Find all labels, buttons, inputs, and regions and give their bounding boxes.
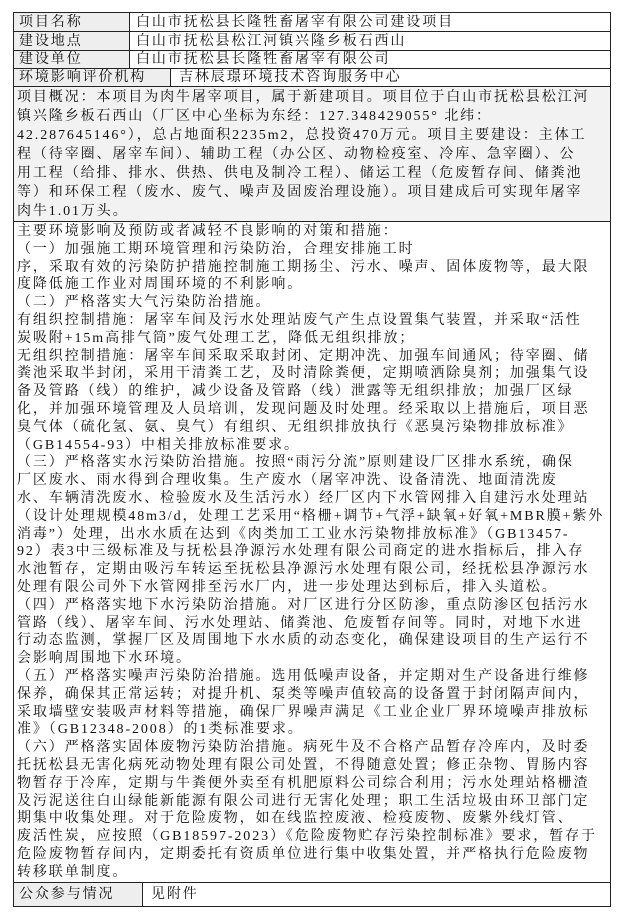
row-construction-unit bbox=[14, 51, 610, 69]
construction-unit-value: 白山市抚松县长隆牲畜屠宰有限公司 bbox=[136, 52, 391, 67]
overview-line: 程（待宰圈、屠宰车间）、辅助工程（办公区、动物检疫室、冷库、急宰圈）、公 bbox=[17, 147, 576, 162]
row-project-name bbox=[14, 13, 610, 32]
measure-line: 采取墙壁安装吸声材料等措施，确保厂界噪声满足《工业企业厂界环境噪声排放标 bbox=[17, 704, 590, 720]
overview-line: 用工程（给排、排水、供热、供电及制冷工程）、储运工程（危废暂存间、储粪池 bbox=[17, 166, 583, 181]
measure-noise bbox=[17, 668, 610, 739]
measure-air-heading bbox=[17, 294, 610, 312]
measure-solid-waste bbox=[17, 739, 610, 881]
measure-line: （六）严格落实固体废物污染防治措施。病死牛及不合格产品暂存冷库内，及时委 bbox=[17, 740, 590, 756]
measure-line: 废活性炭，应按照（GB18597-2023）《危险废物贮存污染控制标准》要求，暂存于 bbox=[17, 829, 597, 845]
project-overview bbox=[14, 87, 610, 222]
environmental-measures bbox=[14, 222, 610, 883]
measure-line: 无组织控制措施：屠宰车间采取采取封闭、定期冲洗、加强车间通风；待宰圈、储 bbox=[17, 348, 590, 364]
measure-line: 水、车辆清洗废水、检验废水及生活污水）经厂区内下水管网排入自建污水处理站 bbox=[17, 490, 590, 506]
measure-line: （二）严格落实大气污染防治措施。 bbox=[17, 295, 272, 311]
measure-water bbox=[17, 454, 610, 596]
construction-location-value: 白山市抚松县松江河镇兴隆乡板石西山 bbox=[136, 33, 407, 49]
eia-agency-label: 环境影响评价机构 bbox=[14, 69, 171, 86]
measure-line: 化，并加强环境管理及人员培训，发现问题及时处理。经采取以上措施后，项目恶 bbox=[17, 401, 590, 417]
measure-line: 处理有限公司外下水管网排至污水厂内，进一步处理达到标后，排入头道松。 bbox=[17, 579, 558, 595]
project-name-value: 白山市抚松县长隆牲畜屠宰有限公司建设项目 bbox=[136, 14, 454, 30]
measure-air-organized bbox=[17, 312, 610, 348]
measure-line: 厂区废水、雨水得到合理收集。生产废水（屠宰冲洗、设备清洗、地面清洗废 bbox=[17, 473, 558, 489]
project-name-label: 项目名称 bbox=[14, 13, 130, 31]
measure-line: 准》（GB12348-2008）的1类标准要求。 bbox=[17, 722, 304, 738]
row-eia-agency bbox=[14, 69, 610, 87]
eia-agency-value: 吉林辰璟环境技术咨询服务中心 bbox=[179, 70, 402, 85]
overview-text bbox=[14, 87, 610, 221]
measure-line: 会影响周围地下水环境。 bbox=[17, 651, 192, 667]
overview-line: 镇兴隆乡板石西山（厂区中心坐标为东经：127.348429055° 北纬： bbox=[17, 109, 492, 124]
project-summary-table bbox=[13, 12, 611, 907]
measure-line: 粪池采取半封闭，采用干清粪工艺，及时清除粪便，定期喷洒除臭剂；加强集气设 bbox=[17, 366, 590, 382]
overview-line: 等）和环保工程（废水、废气、噪声及固废治理设施）。项目建成后可实现年屠宰 bbox=[17, 185, 583, 200]
measure-line: 保养，确保其正常运转；对提升机、泵类等噪声值较高的设备置于封闭隔声间内， bbox=[17, 686, 590, 702]
construction-unit-label: 建设单位 bbox=[14, 51, 130, 68]
public-participation-label: 公众参与情况 bbox=[14, 883, 143, 906]
measure-line: （三）严格落实水污染防治措施。按照“雨污分流”原则建设厂区排水系统，确保 bbox=[17, 455, 574, 471]
measure-line: 92）表3中三级标准及与抚松县净源污水处理有限公司商定的进水指标后，排入存 bbox=[17, 544, 585, 560]
measure-line: （GB14554-93）中相关排放标准要求。 bbox=[17, 437, 300, 453]
measure-line: 及污泥送往白山绿能新能源有限公司进行无害化处理；职工生活垃圾由环卫部门定 bbox=[17, 793, 590, 809]
public-participation-value: 见附件 bbox=[151, 887, 199, 902]
measure-groundwater bbox=[17, 597, 610, 668]
measure-line: 度降低施工作业对周围环境的不利影响。 bbox=[17, 277, 304, 293]
measure-line: 炭吸附+15m高排气筒”废气处理工艺，降低无组织排放； bbox=[17, 330, 416, 346]
measure-line: 托抚松县无害化病死动物处理有限公司处置，不得随意处置；修正杂物、胃肠内容 bbox=[17, 757, 590, 773]
measure-line: （四）严格落实地下水污染防治措施。对厂区进行分区防渗，重点防渗区包括污水 bbox=[17, 597, 590, 613]
overview-line: 42.287645146°），总占地面积2235m2，总投资470万元。项目主要建设：主体工 bbox=[17, 128, 587, 143]
measure-line: 消毒”）处理，出水水质在达到《肉类加工工业水污染物排放标准》（GB13457- bbox=[17, 526, 570, 542]
measure-line: 备及管路（线）的维护，减少设备及管路（线）泄露等无组织排放；加强厂区绿 bbox=[17, 384, 574, 400]
row-public-participation bbox=[14, 883, 610, 906]
measure-line: 序，采取有效的污染防护措施控制施工期扬尘、污水、噪声、固体废物等，最大限 bbox=[17, 259, 590, 275]
overview-line: 项目概况：本项目为肉牛屠宰项目，属于新建项目。项目位于白山市抚松县松江河 bbox=[17, 90, 590, 105]
measure-line: （五）严格落实噪声污染防治措施。选用低噪声设备，并定期对生产设备进行维修 bbox=[17, 668, 590, 684]
measure-line: 期集中收集处理。对于危险废物，如在线监控废液、检疫废物、废紫外线灯管、 bbox=[17, 811, 574, 827]
row-construction-location bbox=[14, 32, 610, 51]
measure-line: 危险废物暂存间内，定期委托有资质单位进行集中收集处置，并严格执行危险废物 bbox=[17, 846, 590, 862]
measure-air-unorganized bbox=[17, 348, 610, 455]
measures-text bbox=[14, 222, 610, 882]
measure-line: 转移联单制度。 bbox=[17, 864, 129, 880]
measure-line: （设计处理规模48m3/d，处理工艺采用“格栅+调节+气浮+缺氧+好氧+MBR膜+紫外 bbox=[17, 508, 605, 524]
measure-line: 行动态监测，掌握厂区及周围地下水水质的动态变化，确保建设项目的生产运行不 bbox=[17, 633, 590, 649]
measure-line: 有组织控制措施：屠宰车间及污水处理站废气产生点设置集气装置，并采取“活性 bbox=[17, 312, 582, 328]
measure-line: 水池暂存，定期由吸污车转运至抚松县净源污水处理有限公司，经抚松县净源污水 bbox=[17, 562, 590, 578]
overview-line: 肉牛1.01万头。 bbox=[17, 204, 129, 219]
measures-heading: 主要环境影响及预防或者减轻不良影响的对策和措施： bbox=[17, 224, 399, 239]
measure-line: 臭气体（硫化氢、氨、臭气）有组织、无组织排放执行《恶臭污染物排放标准》 bbox=[17, 419, 574, 435]
measure-line: 管路（线）、屠宰车间、污水处理站、储粪池、危废暂存间等。同时，对地下水进 bbox=[17, 615, 583, 631]
construction-location-label: 建设地点 bbox=[14, 32, 130, 50]
measure-line: 物暂存于冷库，定期与牛粪便外卖至有机肥原料公司综合利用；污水处理站格栅渣 bbox=[17, 775, 590, 791]
measure-construction-period bbox=[17, 241, 610, 294]
measure-line: （一）加强施工期环境管理和污染防治，合理安排施工时 bbox=[17, 241, 415, 257]
